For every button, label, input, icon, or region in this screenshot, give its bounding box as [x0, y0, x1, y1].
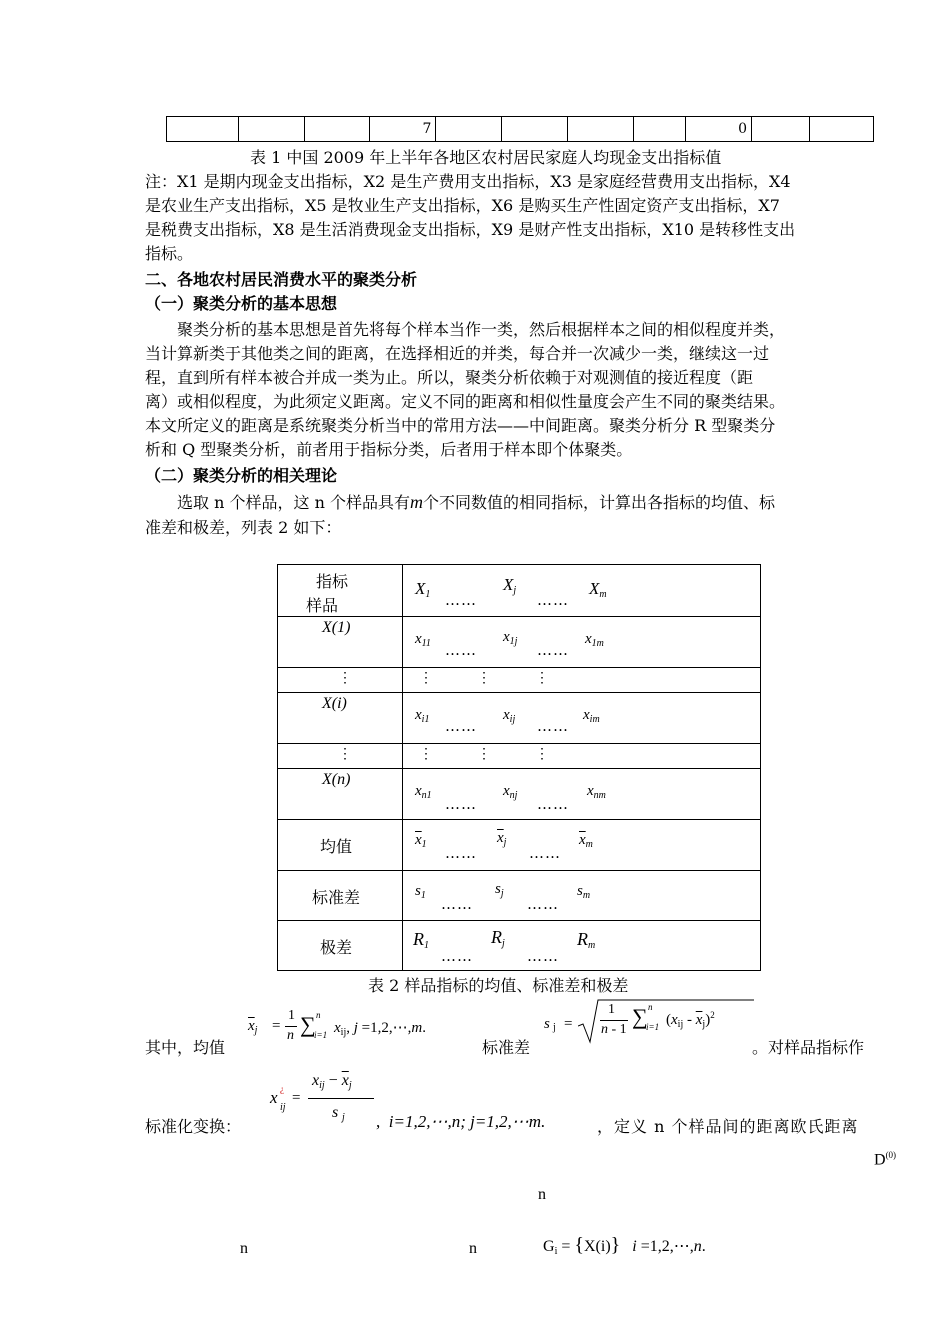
index-range: , i=1,2,⋯,n; j=1,2,⋯m.: [376, 1112, 546, 1131]
ellipsis: ……: [537, 641, 569, 659]
table2-vdots-cell: [278, 744, 403, 769]
var-xnj: $x_{nj}$: [503, 783, 518, 801]
table2-row-values: [403, 617, 761, 668]
note-line: 是农业生产支出指标，X5 是牧业生产支出指标，X6 是购买生产性固定资产支出指标，X7: [145, 196, 780, 215]
var-xn1: $x_{n1}$: [415, 783, 432, 801]
table2-row-values: [403, 871, 761, 921]
var-x: $X_1$: [415, 579, 431, 600]
table2-row-label: [278, 769, 403, 820]
subsection-heading: （二）聚类分析的相关理论: [145, 466, 338, 485]
ellipsis: ……: [537, 795, 569, 813]
ellipsis: ……: [441, 947, 473, 965]
table2-vdots-cell: [403, 668, 761, 693]
var-s1: $s_1$: [415, 883, 426, 901]
table-cell: [502, 117, 568, 142]
var-rm: Rm: [577, 929, 596, 951]
note-line: 指标。: [145, 244, 194, 263]
vertical-ellipsis: ⋮: [477, 670, 491, 686]
table2-row-values: [403, 769, 761, 820]
ellipsis: ……: [441, 895, 473, 913]
table2-row-label: [278, 921, 403, 971]
table-cell: [633, 117, 685, 142]
var-rj: Rj: [491, 927, 505, 949]
vertical-ellipsis: ⋮: [338, 746, 352, 762]
paragraph-line: 离）或相似程度，为此须定义距离。定义不同的距离和相似性量度会产生不同的聚类结果。: [145, 392, 786, 411]
d0-symbol: $D^{(0)}$: [874, 1150, 897, 1169]
var-sj: $s_j$: [495, 881, 504, 899]
paragraph-line: [145, 490, 905, 515]
header-sample: 样品: [306, 596, 339, 615]
std-label: 标准差: [482, 1038, 531, 1057]
group-formula: $G_i = \{X(i)\}$ i =1,2,⋯,n.: [543, 1234, 706, 1257]
standardize-label: 标准化变换：: [145, 1117, 242, 1136]
note-line: 注：X1 是期内现金支出指标，X2 是生产费用支出指标，X3 是家庭经营费用支出指标，X4: [145, 172, 791, 191]
table2-caption: 表 2 样品指标的均值、标准差和极差: [368, 976, 629, 995]
ellipsis: ……: [537, 717, 569, 735]
table2-row-values: [403, 693, 761, 744]
ellipsis: ……: [527, 947, 559, 965]
table-cell: [304, 117, 370, 142]
vertical-ellipsis: ⋮: [419, 746, 433, 762]
paragraph-line: 程，直到所有样本被合并成一类为止。所以，聚类分析依赖于对观测值的接近程度（距: [145, 368, 754, 387]
row-label-mean: 均值: [320, 837, 353, 856]
table2-row-label: [278, 693, 403, 744]
distance-text: ，定义 n 个样品间的距离欧氏距离: [597, 1117, 859, 1136]
var-xij: $x_{ij}$: [503, 707, 516, 725]
ellipsis: ……: [445, 641, 477, 659]
n-label: n: [240, 1240, 248, 1257]
top-table-fragment: [166, 116, 874, 142]
ellipsis: ……: [445, 795, 477, 813]
ellipsis: ……: [445, 591, 477, 609]
table-cell: [568, 117, 634, 142]
row-label-range: 极差: [320, 938, 353, 957]
n-label: n: [469, 1240, 477, 1257]
vertical-ellipsis: ⋮: [338, 670, 352, 686]
ellipsis: ……: [445, 844, 477, 862]
note-line: 是税费支出指标，X8 是生活消费现金支出指标，X9 是财产性支出指标，X10 是转移性支出: [145, 220, 796, 239]
row-label-x1: X(1): [322, 619, 351, 636]
table-cell: 0: [686, 117, 752, 142]
section-heading: 二、各地农村居民消费水平的聚类分析: [145, 270, 418, 289]
header-indicator: 指标: [316, 572, 349, 591]
paragraph-line: 准差和极差，列表 2 如下：: [145, 518, 342, 537]
paragraph-line: 析和 Q 型聚类分析，前者用于指标分类，后者用于样本即个体聚类。: [145, 440, 633, 459]
var-r1: $R_1$: [413, 929, 429, 951]
std-formula: s j = 1 n - 1 ∑ n i=1 $(x_{ij} - \overline{x}_j)^2$: [544, 996, 754, 1046]
table2-row-values: [403, 820, 761, 871]
table-cell: [436, 117, 502, 142]
var-sm: $s_m$: [577, 883, 591, 901]
ellipsis: ……: [445, 717, 477, 735]
row-label-xn: X(n): [322, 771, 351, 788]
var-x11: $x_{11}$: [415, 631, 431, 649]
row-label-std: 标准差: [312, 888, 361, 907]
var-xim: $x_{im}$: [583, 707, 600, 725]
var-x: Xm: [589, 579, 607, 600]
table-cell: [238, 117, 304, 142]
table2-row-values: [403, 921, 761, 971]
var-xbar1: $\overline{x}_1$: [415, 832, 427, 850]
var-x: $X_j$: [503, 575, 517, 596]
table2-row-label: [278, 871, 403, 921]
ellipsis: ……: [527, 895, 559, 913]
table2-header-vars: [403, 565, 761, 617]
standardize-formula: x ¿ ij = xij − $\overline{x}j$ s j: [270, 1072, 380, 1132]
var-xbarj: $\overline{x}_j$: [497, 830, 507, 848]
text-run: 选取 n 个样品，这 n 个样品具有: [145, 493, 410, 512]
vertical-ellipsis: ⋮: [535, 746, 549, 762]
subsection-heading: （一）聚类分析的基本思想: [145, 294, 338, 313]
var-xnm: $x_{nm}$: [587, 783, 606, 801]
table-cell: 7: [370, 117, 436, 142]
vertical-ellipsis: ⋮: [477, 746, 491, 762]
table-cell: [752, 117, 810, 142]
table2-vdots-cell: [278, 668, 403, 693]
var-x1j: $x_{1j}$: [503, 629, 518, 647]
paragraph-line: 聚类分析的基本思想是首先将每个样本当作一类，然后根据样本之间的相似程度并类，: [145, 320, 786, 339]
table-cell: [167, 117, 239, 142]
where-prefix: 其中，均值: [145, 1038, 226, 1057]
table2-vdots-cell: [403, 744, 761, 769]
table1-caption: 表 1 中国 2009 年上半年各地区农村居民家庭人均现金支出指标值: [250, 148, 722, 167]
paragraph-line: 当计算新类于其他类之间的距离，在选择相近的并类，每合并一次减少一类，继续这一过: [145, 344, 770, 363]
after-std-text: 。对样品指标作: [752, 1038, 865, 1057]
ellipsis: ……: [537, 591, 569, 609]
table-cell: [810, 117, 874, 142]
vertical-ellipsis: ⋮: [419, 670, 433, 686]
vertical-ellipsis: ⋮: [535, 670, 549, 686]
table2-row-label: [278, 617, 403, 668]
paragraph-line: 本文所定义的距离是系统聚类分析当中的常用方法——中间距离。聚类分析分 R 型聚类分: [145, 416, 776, 435]
text-run: 个不同数值的相同指标，计算出各指标的均值、标: [422, 493, 775, 512]
n-label: n: [538, 1186, 546, 1203]
row-label-xi: X(i): [322, 695, 347, 712]
table2-header-cell: [278, 565, 403, 617]
ellipsis: ……: [529, 844, 561, 862]
table2: [277, 564, 761, 971]
table2-row-label: [278, 820, 403, 871]
var-xi1: $x_{i1}$: [415, 707, 430, 725]
variable-m: m: [409, 492, 423, 512]
var-x1m: $x_{1m}$: [585, 631, 604, 649]
var-xbarm: $\overline{x}_m$: [579, 832, 593, 850]
